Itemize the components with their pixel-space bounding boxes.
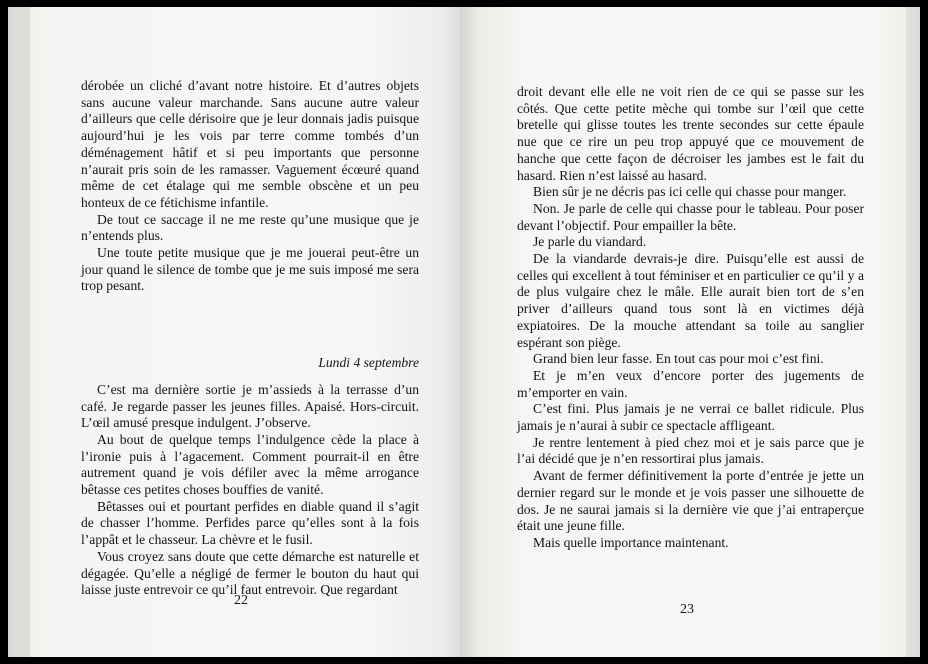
entry-date: Lundi 4 septembre: [318, 355, 419, 371]
paragraph: Non. Je parle de celle qui chasse pour le tableau. Pour poser devant l’objectif. Pour empailler la bête.: [517, 200, 864, 233]
paragraph: Grand bien leur fasse. En tout cas pour moi c’est fini.: [533, 351, 824, 367]
right-page: [460, 7, 920, 657]
page-edges: [906, 7, 920, 657]
left-page-text: [81, 78, 419, 599]
paragraph: C’est ma dernière sortie je m’assieds à la terrasse d’un café. Je regarde passer les jeunes filles. Apaisé. Hors-circuit. L’œil amusé presque indulgent. J’observe.: [81, 381, 419, 431]
page-number-left: 22: [234, 593, 248, 608]
paragraph: Au bout de quelque temps l’indulgence cède la place à l’ironie puis à l’agacement. Comment pourrait-il en être autrement quand je vois défiler avec la même arrogance bêtasse ces petites choses bouffies de vanité.: [81, 431, 419, 498]
paragraph: De tout ce saccage il ne me reste qu’une musique que je n’entends plus.: [81, 211, 419, 244]
paragraph: dérobée un cliché d’avant notre histoire. Et d’autres objets sans aucune valeur marchande. Sans aucune autre valeur d’ailleurs que celle dérisoire que je leur donnais jadis puisque aujourd’hui je les vois par terre comme tombés d’un déménagement hâtif et si peu importants que personne n’aurait pris soin de les ramasser. Vaguement écœuré quand même de cet étalage qui me semble obscène et un peu honteux de ce fétichisme infantile.: [81, 78, 419, 210]
paragraph: Avant de fermer définitivement la porte d’entrée je jette un dernier regard sur le monde et je vois passer une silhouette de dos. Je ne saurai jamais si la dernière vie que j’ai entraperçue était une jeune fille.: [517, 468, 864, 534]
paragraph: Bêtasses oui et pourtant perfides en diable quand il s’agit de chasser l’homme. Perfides parce qu’elles sont à la fois l’appât et le chasseur. La chèvre et le fusil.: [81, 498, 419, 548]
page-edges: [8, 7, 30, 657]
paragraph: Je parle du viandard.: [533, 234, 647, 250]
page-number-right: 23: [680, 602, 694, 617]
paragraph: Mais quelle importance maintenant.: [533, 534, 729, 550]
paragraph: Bien sûr je ne décris pas ici celle qui chasse pour manger.: [533, 184, 847, 200]
paragraph: De la viandarde devrais-je dire. Puisqu’elle est aussi de celles qui excellent à tout féminiser et en particulier ce qu’il y a de plus vulgaire chez le mâle. Elle aurait bien tort de s’en priver d’ailleurs quand tous sont là en victimes déjà expiatoires. De la mouche attendant sa toile au sanglier espérant son piège.: [517, 251, 864, 350]
paragraph: Je rentre lentement à pied chez moi et je sais parce que je l’ai décidé que je n’en ressortirai plus jamais.: [517, 434, 864, 467]
right-page-text: [517, 84, 864, 552]
left-page: [8, 7, 460, 657]
paragraph: Une toute petite musique que je me jouerai peut-être un jour quand le silence de tombe que je me suis imposé me sera trop pesant.: [81, 245, 419, 294]
paragraph: Et je m’en veux d’encore porter des jugements de m’emporter en vain.: [517, 367, 864, 400]
paragraph: droit devant elle elle ne voit rien de ce qui se passe sur les côtés. Que cette petite mèche qui tombe sur l’œil que cette bretelle qui glisse toutes les trente secondes sur cette épaule nue que ce rire un peu trop appuyé que ce mouvement de hanche que cette façon de décroiser les jambes est le fait du hasard. Rien n’est laissé au hasard.: [517, 84, 864, 183]
paragraph: C’est fini. Plus jamais je ne verrai ce ballet ridicule. Plus jamais je n’aurai à subir ce spectacle affligeant.: [517, 401, 864, 434]
open-book: [8, 7, 920, 657]
paragraph: Vous croyez sans doute que cette démarche est naturelle et dégagée. Qu’elle a négligé de fermer le bouton du haut qui laisse juste entrevoir ce qu’il faut entrevoir. Que regardant: [81, 548, 419, 598]
